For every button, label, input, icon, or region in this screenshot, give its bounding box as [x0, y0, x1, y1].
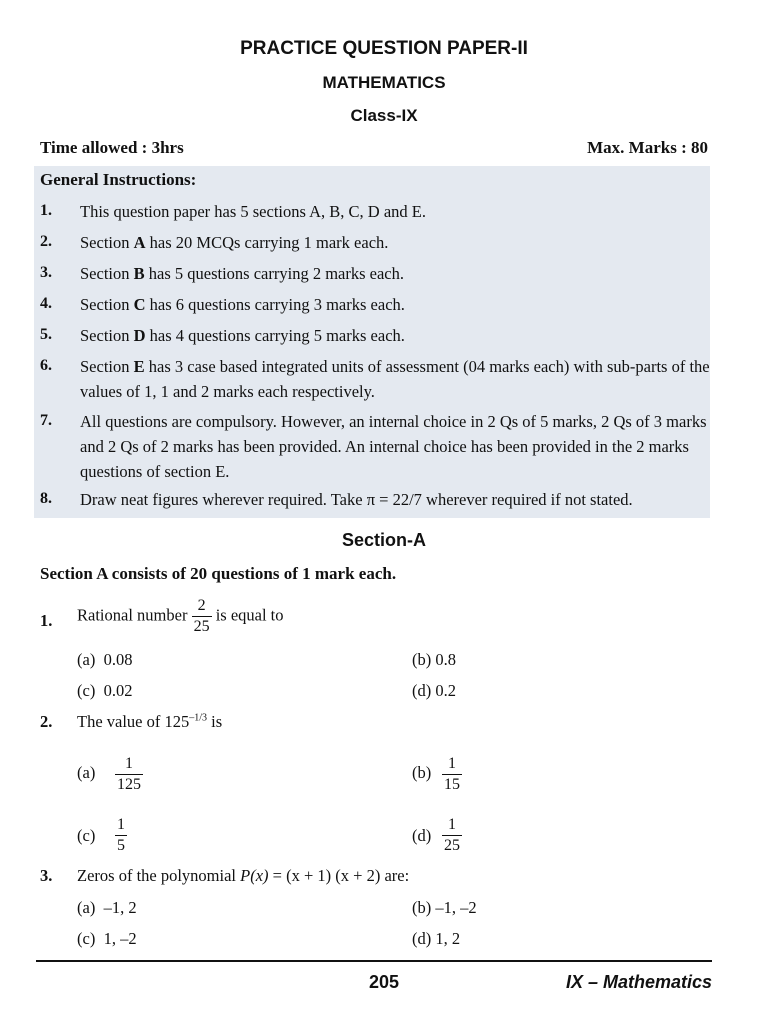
paper-title: PRACTICE QUESTION PAPER-II	[240, 38, 528, 59]
option-label: (d)	[412, 826, 432, 845]
question-text: Rational number $\frac{2}{25}$ is equal to	[77, 597, 284, 635]
option: (d) 0.2	[412, 681, 456, 700]
option-fraction: $\frac{1}{25}$	[444, 816, 460, 854]
footer-book-title: IX – Mathematics	[565, 972, 712, 992]
instruction-item: Draw neat figures wherever required. Take π = 22/7 wherever required if not stated.	[80, 490, 633, 509]
instruction-number: 6.	[40, 357, 52, 374]
question-number: 1.	[40, 611, 53, 630]
section-subtitle: Section A consists of 20 questions of 1 mark each.	[40, 564, 397, 583]
option: (c) 1, –2	[77, 929, 137, 948]
question-number: 3.	[40, 866, 53, 885]
instruction-item: Section B has 5 questions carrying 2 marks each.	[80, 264, 404, 283]
option: (a) –1, 2	[77, 898, 137, 917]
max-marks: Max. Marks : 80	[587, 138, 708, 157]
instruction-number: 1.	[40, 202, 52, 219]
instruction-item: Section C has 6 questions carrying 3 marks each.	[80, 295, 405, 314]
instruction-number: 7.	[40, 412, 52, 429]
instruction-item: This question paper has 5 sections A, B, C, D and E.	[80, 202, 427, 221]
option-fraction: $\frac{1}{5}$	[117, 816, 125, 854]
question-text: Zeros of the polynomial P(x) = (x + 1) (x + 2) are:	[77, 866, 410, 885]
option: (b) 0.8	[412, 650, 456, 669]
instruction-number: 8.	[40, 490, 52, 507]
instruction-number: 5.	[40, 326, 52, 343]
question-number: 2.	[40, 712, 53, 731]
instruction-number: 4.	[40, 295, 52, 312]
instruction-number: 2.	[40, 233, 52, 250]
option: (a) 0.08	[77, 650, 133, 669]
instruction-item: Section D has 4 questions carrying 5 marks each.	[80, 326, 405, 345]
option-label: (b)	[412, 763, 432, 782]
footer-rule	[36, 960, 712, 962]
class-title: Class-IX	[350, 106, 418, 125]
question-text: The value of $125^{-1/3}$ is	[77, 712, 223, 731]
option: (d) 1, 2	[412, 929, 461, 948]
option-fraction: $\frac{1}{125}$	[117, 755, 141, 793]
option-label: (c)	[77, 826, 96, 845]
instruction-number: 3.	[40, 264, 52, 281]
instruction-item: All questions are compulsory. However, an internal choice in 2 Qs of 5 marks, 2 Qs of 3 marks and 2 Qs of 2 marks has been provided. An internal choice has been provided in the 2 marks questions of section E.	[80, 412, 707, 481]
fraction: $\frac{2}{25}$	[193, 597, 210, 635]
subject-title: MATHEMATICS	[322, 73, 446, 92]
instructions-heading: General Instructions:	[40, 170, 197, 189]
option: (b) –1, –2	[412, 898, 477, 917]
instruction-item: Section A has 20 MCQs carrying 1 mark each.	[80, 233, 389, 252]
option-fraction: $\frac{1}{15}$	[444, 755, 460, 793]
section-title: Section-A	[341, 530, 426, 550]
option-label: (a)	[77, 763, 96, 782]
instruction-item: Section E has 3 case based integrated units of assessment (04 marks each) with sub-parts of the values of 1, 1 and 2 marks each respectively.	[80, 357, 710, 401]
option: (c) 0.02	[77, 681, 133, 700]
page-number: 205	[368, 972, 400, 992]
time-allowed: Time allowed : 3hrs	[40, 138, 184, 157]
